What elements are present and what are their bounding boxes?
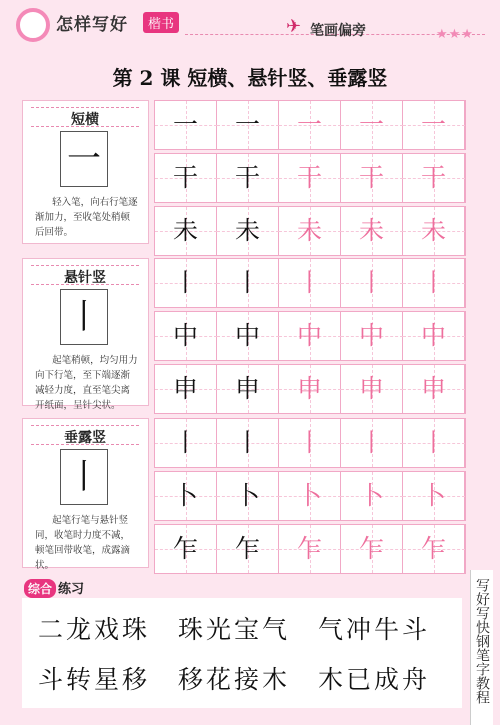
practice-box: [22, 598, 462, 708]
grid-character: 中: [172, 321, 198, 350]
grid-character: 卜: [172, 481, 198, 510]
grid-character: 丨: [296, 268, 322, 297]
practice-line-2: 斗转星移 移花接木 木已成舟: [38, 665, 431, 694]
model-character-cell[interactable]: [217, 472, 279, 520]
grid-character: 丨: [172, 268, 198, 297]
tracing-character-cell[interactable]: [403, 472, 465, 520]
tracing-character-cell[interactable]: [403, 154, 465, 202]
model-character-cell[interactable]: [217, 101, 279, 149]
tracing-character-cell[interactable]: [279, 259, 341, 307]
model-character-cell[interactable]: [155, 154, 217, 202]
grid-character: 申: [358, 374, 384, 403]
tracing-character-cell[interactable]: [341, 472, 403, 520]
grid-character: 未: [296, 216, 322, 245]
grid-character: 中: [358, 321, 384, 350]
page-header: [0, 0, 500, 45]
stroke-label-ribbon: [31, 107, 139, 127]
tracing-character-cell[interactable]: [341, 154, 403, 202]
header-logo-circle: [16, 8, 50, 42]
stroke-description: 起笔稍顿，均匀用力向下行笔，至下端逐渐减轻力度，直至笔尖离开纸面，呈针尖状。: [35, 355, 138, 411]
tracing-character-cell[interactable]: [403, 101, 465, 149]
grid-character: 卜: [234, 481, 260, 510]
grid-character: 未: [420, 216, 446, 245]
grid-character: 申: [296, 374, 322, 403]
grid-character: 乍: [420, 534, 446, 563]
grid-row: [154, 364, 466, 414]
grid-character: 卜: [296, 481, 322, 510]
tracing-character-cell[interactable]: [341, 259, 403, 307]
practice-title: 练习: [58, 582, 85, 597]
grid-row: [154, 418, 466, 468]
stroke-sample: 丨: [60, 289, 108, 345]
stroke-description: 起笔行笔与悬针竖同，收笔时力度不减，顿笔回带收笔，成露滴状。: [35, 515, 131, 571]
practice-badge: 综合: [24, 579, 56, 598]
stroke-info-panel: [22, 100, 149, 244]
difficulty-stars: ★★★: [436, 27, 474, 42]
model-character-cell[interactable]: [217, 419, 279, 467]
model-character-cell[interactable]: [217, 259, 279, 307]
grid-character: 丨: [296, 428, 322, 457]
grid-character: 一: [420, 110, 446, 139]
grid-character: 丨: [234, 428, 260, 457]
stroke-sample: 丨: [60, 449, 108, 505]
grid-character: 中: [296, 321, 322, 350]
stroke-name: 垂露竖: [64, 430, 106, 446]
model-character-cell[interactable]: [217, 365, 279, 413]
grid-character: 干: [358, 163, 384, 192]
grid-row: [154, 471, 466, 521]
model-character-cell[interactable]: [217, 154, 279, 202]
grid-character: 乍: [296, 534, 322, 563]
grid-character: 乍: [234, 534, 260, 563]
grid-character: 申: [234, 374, 260, 403]
side-tab: [470, 570, 493, 725]
model-character-cell[interactable]: [217, 312, 279, 360]
grid-character: 丨: [420, 428, 446, 457]
grid-character: 乍: [172, 534, 198, 563]
grid-character: 卜: [420, 481, 446, 510]
tracing-character-cell[interactable]: [403, 207, 465, 255]
tracing-character-cell[interactable]: [279, 207, 341, 255]
model-character-cell[interactable]: [155, 207, 217, 255]
stroke-label-ribbon: [31, 265, 139, 285]
plane-icon: ✈: [286, 16, 302, 37]
model-character-cell[interactable]: [217, 525, 279, 573]
grid-character: 丨: [358, 268, 384, 297]
grid-row: [154, 524, 466, 574]
grid-row: [154, 206, 466, 256]
tracing-character-cell[interactable]: [341, 207, 403, 255]
grid-row: [154, 100, 466, 150]
grid-character: 丨: [358, 428, 384, 457]
tracing-character-cell[interactable]: [341, 365, 403, 413]
grid-character: 丨: [420, 268, 446, 297]
tracing-character-cell[interactable]: [279, 312, 341, 360]
stroke-name: 悬针竖: [64, 270, 106, 286]
grid-character: 申: [420, 374, 446, 403]
tracing-character-cell[interactable]: [403, 525, 465, 573]
practice-line-1: 二龙戏珠 珠光宝气 气冲牛斗: [38, 615, 431, 644]
tracing-character-cell[interactable]: [279, 525, 341, 573]
tracing-character-cell[interactable]: [341, 101, 403, 149]
stroke-section: [22, 258, 464, 418]
tracing-character-cell[interactable]: [279, 472, 341, 520]
model-character-cell[interactable]: [155, 419, 217, 467]
tracing-character-cell[interactable]: [403, 419, 465, 467]
tracing-character-cell[interactable]: [279, 365, 341, 413]
tracing-character-cell[interactable]: [403, 312, 465, 360]
model-character-cell[interactable]: [155, 259, 217, 307]
stroke-description: 轻入笔，向右行笔逐渐加力，至收笔处稍顿后回带。: [35, 197, 138, 238]
model-character-cell[interactable]: [155, 101, 217, 149]
grid-character: 干: [172, 163, 198, 192]
practice-heading: [24, 578, 84, 598]
grid-character: 干: [234, 163, 260, 192]
grid-character: 一: [172, 110, 198, 139]
grid-character: 未: [234, 216, 260, 245]
grid-character: 申: [172, 374, 198, 403]
grid-character: 一: [234, 110, 260, 139]
tracing-character-cell[interactable]: [279, 419, 341, 467]
grid-row: [154, 258, 466, 308]
header-script-badge: 楷书: [143, 12, 179, 33]
tracing-character-cell[interactable]: [279, 101, 341, 149]
grid-character: 一: [296, 110, 322, 139]
model-character-cell[interactable]: [217, 207, 279, 255]
grid-row: [154, 153, 466, 203]
model-character-cell[interactable]: [155, 365, 217, 413]
model-character-cell[interactable]: [155, 472, 217, 520]
grid-character: 卜: [358, 481, 384, 510]
model-character-cell[interactable]: [155, 525, 217, 573]
side-book-title: 写好写快钢笔字教程: [474, 578, 490, 704]
model-character-cell[interactable]: [155, 312, 217, 360]
stroke-info-panel: [22, 418, 149, 571]
grid-character: 干: [420, 163, 446, 192]
stroke-name: 短横: [71, 112, 99, 128]
stroke-section: [22, 418, 464, 578]
stroke-section: [22, 100, 464, 260]
tracing-character-cell[interactable]: [403, 259, 465, 307]
tracing-character-cell[interactable]: [403, 365, 465, 413]
header-title: 怎样写好: [56, 15, 128, 35]
grid-character: 未: [358, 216, 384, 245]
tracing-character-cell[interactable]: [341, 419, 403, 467]
grid-character: 丨: [172, 428, 198, 457]
stroke-sample: 一: [60, 131, 108, 187]
grid-character: 乍: [358, 534, 384, 563]
stroke-label-ribbon: [31, 425, 139, 445]
grid-character: 丨: [234, 268, 260, 297]
grid-character: 一: [358, 110, 384, 139]
grid-character: 干: [296, 163, 322, 192]
grid-character: 中: [420, 321, 446, 350]
lesson-title: 第 2 课 短横、悬针竖、垂露竖: [112, 66, 388, 90]
tracing-character-cell[interactable]: [341, 525, 403, 573]
tracing-character-cell[interactable]: [279, 154, 341, 202]
grid-character: 中: [234, 321, 260, 350]
header-category: 笔画偏旁: [310, 23, 366, 39]
tracing-character-cell[interactable]: [341, 312, 403, 360]
grid-row: [154, 311, 466, 361]
stroke-info-panel: [22, 258, 149, 411]
grid-character: 未: [172, 216, 198, 245]
